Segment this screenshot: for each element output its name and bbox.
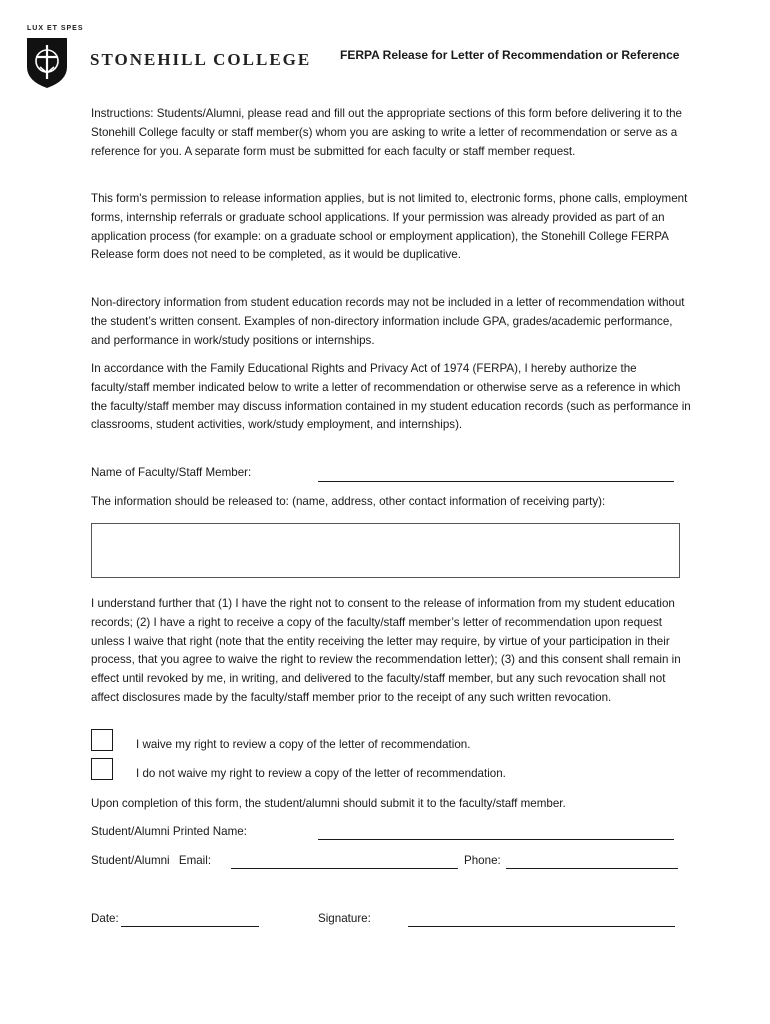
printed-name-label: Student/Alumni Printed Name: bbox=[91, 825, 247, 838]
release-to-field[interactable] bbox=[91, 523, 680, 578]
faculty-name-field[interactable] bbox=[318, 481, 674, 482]
non-directory-paragraph: Non-directory information from student education records may not be included in a letter of recommendation without the student’s written consent. Examples of non-directory information include GPA, grades/academic performance, and performance in work/study positions or internships. bbox=[91, 296, 685, 347]
date-field[interactable] bbox=[121, 926, 259, 927]
phone-field[interactable] bbox=[506, 868, 678, 869]
instructions-paragraph: Instructions: Students/Alumni, please read and fill out the appropriate sections of this form before delivering it to the Stonehill College faculty or staff member(s) whom you are asking to write a letter of recommendation or serve as a reference for you. A separate form must be submitted for each faculty or staff member request. bbox=[91, 107, 682, 158]
waive-option-label: I waive my right to review a copy of the letter of recommendation. bbox=[136, 738, 471, 751]
college-motto: LUX ET SPES bbox=[27, 25, 84, 32]
waive-checkbox[interactable] bbox=[91, 729, 113, 751]
college-shield-logo-icon bbox=[26, 37, 68, 89]
phone-label: Phone: bbox=[464, 854, 501, 867]
authorization-paragraph: In accordance with the Family Educational Rights and Privacy Act of 1974 (FERPA), I hereby authorize the faculty/staff member indicated below to write a letter of recommendation or otherwise serve as a reference in which the faculty/staff member may discuss information contained in my student education records (such as performance in classrooms, student activities, work/study employment, and internships). bbox=[91, 362, 691, 432]
scope-paragraph: This form's permission to release information applies, but is not limited to, electronic forms, phone calls, employment forms, internship referrals or graduate school applications. If your permission was already provided as part of an application process (for example: on a graduate school or employment application), the Stonehill College FERPA Release form does not need to be completed, as it would be duplicative. bbox=[91, 192, 688, 262]
date-label: Date: bbox=[91, 912, 119, 925]
form-title: FERPA Release for Letter of Recommendation or Reference bbox=[340, 48, 680, 62]
understanding-paragraph: I understand further that (1) I have the right not to consent to the release of information from my student education records; (2) I have a right to receive a copy of the faculty/staff member’s letter of recommendation upon request unless I waive that right (note that the entity receiving the letter may require, by virtue of your participation in their process, that you agree to waive the right to review the recommendation letter); (3) and this consent shall remain in effect until revoked by me, in writing, and delivered to the faculty/staff member, but any such revocation shall not affect disclosures made by the faculty/staff member prior to the receipt of any such written revocation. bbox=[91, 597, 681, 704]
email-label: Student/Alumni Email: bbox=[91, 854, 212, 867]
signature-label: Signature: bbox=[318, 912, 371, 925]
release-to-label: The information should be released to: (name, address, other contact information of receiving party): bbox=[91, 495, 606, 508]
signature-field[interactable] bbox=[408, 926, 675, 927]
faculty-name-label: Name of Faculty/Staff Member: bbox=[91, 466, 252, 479]
not-waive-option-label: I do not waive my right to review a copy of the letter of recommendation. bbox=[136, 767, 506, 780]
completion-paragraph: Upon completion of this form, the student/alumni should submit it to the faculty/staff member. bbox=[91, 797, 566, 810]
not-waive-checkbox[interactable] bbox=[91, 758, 113, 780]
email-field[interactable] bbox=[231, 868, 458, 869]
printed-name-field[interactable] bbox=[318, 839, 674, 840]
college-name: STONEHILL COLLEGE bbox=[90, 50, 312, 69]
